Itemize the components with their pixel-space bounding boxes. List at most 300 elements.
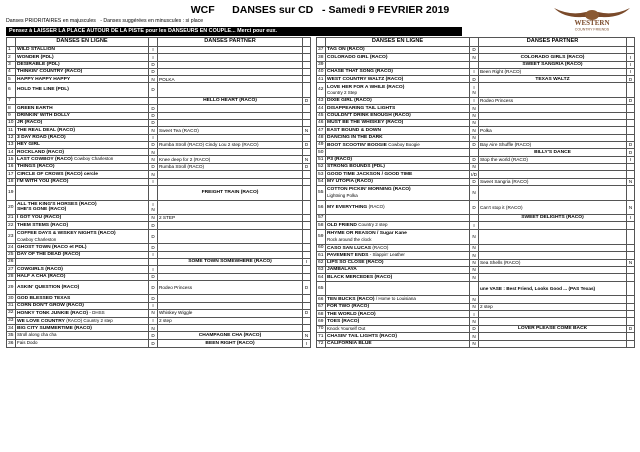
row-number: 33 (7, 317, 16, 325)
partner-level (303, 185, 311, 200)
partner-level (627, 47, 635, 54)
partner-level (627, 333, 635, 340)
table-row (317, 141, 635, 149)
partner-level: I (627, 68, 635, 75)
line-dance-title: DAY OF THE DEAD (RACO) (17, 251, 81, 257)
line-level (149, 215, 158, 222)
partner-level (303, 119, 311, 126)
partner-level: D (303, 141, 311, 148)
row-number: 6 (7, 83, 16, 98)
row-number: 10 (7, 119, 16, 126)
partner-dance-name (158, 273, 303, 280)
line-dance-title: ALL THE KING'S HORSES (RACO) (17, 201, 97, 207)
partner-level (627, 244, 635, 252)
table-row (317, 47, 635, 54)
line-level-value: D (151, 284, 155, 290)
line-dance-name (16, 222, 149, 229)
partner-dance-name (158, 200, 303, 215)
partner-level (303, 76, 311, 83)
line-dance-title: HEY GIRL (17, 142, 41, 148)
row-number: 24 (7, 244, 16, 251)
line-dance-name (16, 83, 149, 98)
line-level (149, 156, 158, 164)
line-dance-title: COLORADO GIRL (RACO) (327, 54, 388, 60)
line-level-value: N (472, 189, 476, 195)
line-level-value: D (472, 326, 476, 332)
line-dance-name (16, 215, 149, 222)
line-dance-title: PAVEMENT ENDS (327, 253, 369, 259)
partner-dance-name (158, 325, 303, 332)
line-level-value: N (472, 252, 476, 258)
partner-dance-name: Rodeo Princess (479, 98, 627, 105)
table-row (7, 258, 311, 265)
partner-level (303, 302, 311, 309)
line-level (149, 200, 158, 215)
line-dance-name (326, 134, 470, 141)
table-row (7, 156, 311, 164)
line-dance-suggestion: Lightning Polka (327, 192, 358, 198)
line-level-value: D (151, 87, 155, 93)
line-dance-name (16, 47, 149, 54)
line-dance-name (16, 178, 149, 185)
row-number: 45 (317, 112, 326, 119)
col-level-header (149, 38, 158, 47)
table-row (317, 259, 635, 266)
line-dance-name (16, 98, 149, 105)
partner-dance-name: BILLY'S DANCE (479, 149, 627, 156)
row-number: 48 (317, 134, 326, 141)
row-number: 1 (7, 47, 16, 54)
partner-level: D (627, 325, 635, 333)
line-level (149, 171, 158, 178)
partner-dance-name (158, 302, 303, 309)
row-number: 54 (317, 178, 326, 185)
line-dance-title: I'M WITH YOU (RACO) (17, 178, 69, 184)
partner-level: D (627, 76, 635, 83)
line-level (149, 178, 158, 185)
partner-level: N (627, 200, 635, 215)
line-level-value: I (152, 178, 154, 184)
line-level (470, 259, 479, 266)
partner-dance-name: SOME TOWN SOMEWHERE (RACO) (158, 258, 303, 265)
line-level-value: N (472, 341, 476, 346)
table-row (7, 178, 311, 185)
line-level-value: I (473, 222, 475, 228)
line-dance-name (326, 98, 470, 105)
line-level (470, 303, 479, 310)
row-number: 56 (317, 200, 326, 215)
line-dance-name (326, 244, 470, 252)
table-row (7, 317, 311, 325)
line-dance-title: LOVE HER FOR A WHILE (RACO) (327, 84, 405, 90)
line-dance-name (16, 340, 149, 348)
line-dance-name (326, 222, 470, 230)
line-level (149, 273, 158, 280)
line-level (149, 222, 158, 229)
table-row (7, 119, 311, 126)
line-level (149, 244, 158, 251)
partner-dance-name (479, 274, 627, 281)
line-level-value: D (151, 120, 155, 126)
row-number: 38 (317, 54, 326, 61)
line-dance-name (326, 340, 470, 347)
row-number: 4 (7, 68, 16, 75)
partner-level (303, 134, 311, 141)
line-dance-name (326, 112, 470, 119)
line-level-value: N (472, 164, 476, 170)
table-row (317, 185, 635, 200)
partner-level (627, 134, 635, 141)
row-number: 37 (317, 47, 326, 54)
line-dance-title: GHOST TOWN (RACO et PDL) (17, 244, 87, 250)
line-level (149, 309, 158, 317)
line-dance-suggestion: (RACO) (368, 204, 385, 210)
partner-dance-name (479, 252, 627, 260)
partner-level: N (303, 127, 311, 134)
partner-dance-name: Rodeo Princess (158, 280, 303, 295)
row-number: 53 (317, 171, 326, 178)
partner-level: D (303, 309, 311, 317)
table-row (317, 303, 635, 310)
partner-dance-name: 2 step (158, 317, 303, 325)
line-dance-name (16, 317, 149, 325)
line-level (470, 281, 479, 296)
row-number: 39 (317, 61, 326, 68)
partner-dance-name: POLKA (158, 76, 303, 83)
partner-level (303, 222, 311, 229)
line-level-value: N (151, 171, 155, 177)
table-row (317, 112, 635, 119)
title-date: - Samedi 9 FEVRIER 2019 (322, 4, 450, 16)
line-level-value: I/D (471, 171, 477, 177)
table-header-row (7, 38, 311, 47)
logo (550, 2, 634, 32)
table-row (317, 311, 635, 318)
line-level (470, 83, 479, 98)
line-level-value: N (472, 333, 476, 339)
partner-level (627, 252, 635, 260)
table-row (317, 83, 635, 98)
partner-dance-name: SWEET DELIGHTS (RACO) (479, 215, 627, 222)
line-level-value: I (473, 84, 475, 90)
line-dance-title: RHYME OR REASON / Sugar Kane (327, 231, 407, 237)
table-row (317, 119, 635, 126)
line-level (149, 295, 158, 302)
line-level (149, 302, 158, 309)
partner-dance-name (479, 244, 627, 252)
col-partner-header: DANSES PARTNER (479, 38, 627, 47)
page-title (0, 4, 640, 16)
partner-level (627, 127, 635, 134)
line-dance-title: GOOD TIME JACKSON / GOOD TIME (327, 171, 413, 177)
line-dance-name (16, 295, 149, 302)
logo-text: WESTERN (574, 19, 610, 27)
line-level (470, 156, 479, 163)
table-row (317, 244, 635, 252)
line-dance-title: CHASIN' TAIL LIGHTS (RACO) (327, 333, 397, 339)
partner-level (627, 230, 635, 245)
line-dance-suggestion: Country 2 Step (327, 90, 358, 96)
partner-dance-name (479, 296, 627, 304)
partner-dance-name (158, 222, 303, 229)
line-level-value: N (472, 304, 476, 310)
line-dance-name (16, 127, 149, 134)
line-level-value: N (472, 296, 476, 302)
table-row (7, 134, 311, 141)
line-dance-title: I GOT YOU (RACO) (17, 215, 62, 221)
line-level (470, 76, 479, 83)
line-level-value: D (151, 244, 155, 250)
line-dance-name (326, 156, 470, 163)
line-dance-name (16, 164, 149, 171)
line-level (470, 47, 479, 54)
line-level-value: D (472, 76, 476, 82)
line-level (470, 267, 479, 274)
line-level-value: N (151, 325, 155, 331)
line-dance-name (326, 200, 470, 215)
table-row (317, 61, 635, 68)
partner-dance-name (158, 244, 303, 251)
partner-level (627, 296, 635, 304)
line-level (149, 185, 158, 200)
line-dance-name (326, 259, 470, 266)
title-wcf: WCF (190, 4, 215, 16)
partner-level (303, 178, 311, 185)
line-level (149, 332, 158, 340)
line-dance-suggestion: Knock Yourself Out (327, 325, 366, 331)
line-dance-name (326, 54, 470, 61)
line-level (470, 54, 479, 61)
line-dance-title: HALF A CHA (RACO) (17, 273, 66, 279)
col-partner-header: DANSES PARTNER (158, 38, 303, 47)
line-level (470, 112, 479, 119)
line-dance-name (326, 127, 470, 134)
line-dance-title: WILD STALLION (17, 47, 55, 53)
col-plevel-header (303, 38, 311, 47)
line-dance-name (326, 296, 470, 304)
partner-level (303, 325, 311, 332)
table-row (7, 251, 311, 258)
col-plevel-header (627, 38, 635, 47)
line-level (149, 325, 158, 332)
line-dance-name (16, 156, 149, 164)
partner-dance-name (479, 112, 627, 119)
line-dance-title: CASO SAN LUCAS (327, 245, 372, 251)
row-number: 63 (317, 267, 326, 274)
table-row (7, 105, 311, 112)
line-dance-title: ASKIN' QUESTION (RACO) (17, 284, 80, 290)
partner-dance-name (158, 266, 303, 273)
line-dance-title: EAST BOUND & DOWN (327, 127, 382, 133)
line-level-value: N (151, 215, 155, 221)
row-number: 31 (7, 302, 16, 309)
line-level-value: I (152, 318, 154, 324)
line-level (470, 171, 479, 178)
partner-level: D (303, 98, 311, 105)
partner-dance-name: Rumba Stroll (RACO) Cindy Lou 2 step (RACO) (158, 141, 303, 148)
row-number: 62 (317, 259, 326, 266)
line-level-value: D (472, 157, 476, 163)
line-dance-name (326, 164, 470, 171)
line-level (149, 149, 158, 156)
col-num-header (317, 38, 326, 47)
line-level-value: I (152, 201, 154, 207)
row-number: 30 (7, 295, 16, 302)
line-level-value: N (472, 234, 476, 240)
row-number: 58 (317, 222, 326, 230)
line-dance-name (16, 251, 149, 258)
partner-dance-name: Can't stop it (RACO) (479, 200, 627, 215)
line-level-value: I (152, 47, 154, 53)
row-number: 11 (7, 127, 16, 134)
line-level (149, 119, 158, 126)
line-level (149, 54, 158, 61)
line-dance-suggestion: Cowboy Charleston (17, 236, 57, 242)
line-level (149, 258, 158, 265)
line-level-value: N (151, 156, 155, 162)
line-dance-name (326, 274, 470, 281)
partner-dance-name (158, 112, 303, 119)
line-level (149, 141, 158, 148)
line-level (470, 244, 479, 252)
table-row (317, 222, 635, 230)
line-dance-name (16, 68, 149, 75)
line-level-value: D (151, 233, 155, 239)
partner-level (627, 105, 635, 112)
line-level (470, 127, 479, 134)
line-dance-name (326, 311, 470, 318)
row-number: 71 (317, 333, 326, 340)
line-dance-title: DESIRABLE (PDL) (17, 61, 60, 67)
row-number: 55 (317, 185, 326, 200)
table-row (7, 229, 311, 244)
line-dance-name (16, 273, 149, 280)
table-row (317, 340, 635, 347)
table-row (317, 230, 635, 245)
partner-level (627, 112, 635, 119)
partner-dance-name (479, 311, 627, 318)
line-dance-name (16, 332, 149, 340)
line-dance-title: BLACK MERCEDES (RACO) (327, 274, 393, 280)
table-row (7, 244, 311, 251)
line-level-value: I (152, 303, 154, 309)
partner-dance-name (158, 47, 303, 54)
partner-dance-name (479, 83, 627, 98)
line-dance-title: STRONG BOUNDS (PDL) (327, 164, 385, 170)
line-level-value-2: N (151, 207, 155, 213)
line-dance-title: P3 (RACO) (327, 157, 352, 163)
partner-level (303, 61, 311, 68)
partner-level (303, 83, 311, 98)
partner-dance-name: Sea Shells (RACO) (479, 259, 627, 266)
table-row (317, 54, 635, 61)
line-level (149, 251, 158, 258)
line-dance-name (326, 267, 470, 274)
partner-dance-name: COLORADO GIRLS (RACO) (479, 54, 627, 61)
line-dance-suggestion: (RACO) (372, 244, 389, 250)
line-dance-suggestion: Stroll along cha cha (17, 332, 57, 338)
line-dance-name (326, 141, 470, 149)
row-number: 47 (317, 127, 326, 134)
table-row (317, 149, 635, 156)
line-level (470, 200, 479, 215)
table-row (7, 98, 311, 105)
line-dance-name (16, 119, 149, 126)
table-row (7, 112, 311, 119)
table-row (7, 171, 311, 178)
line-dance-title: DISAPPEARING TAIL LIGHTS (327, 105, 396, 111)
partner-dance-name (158, 295, 303, 302)
row-number: 34 (7, 325, 16, 332)
line-dance-name (16, 325, 149, 332)
partner-dance-name (158, 83, 303, 98)
line-level (470, 98, 479, 105)
line-level (149, 164, 158, 171)
line-level-value: D (472, 47, 476, 53)
line-level (149, 98, 158, 105)
line-level (149, 317, 158, 325)
line-level-value: N (472, 245, 476, 251)
line-level-value: I (152, 251, 154, 257)
table-row (7, 185, 311, 200)
line-level-value: D (472, 178, 476, 184)
line-dance-title: HOLD THE LINE (PDL) (17, 87, 69, 93)
partner-level (627, 340, 635, 347)
partner-dance-name (479, 267, 627, 274)
line-level (470, 105, 479, 112)
line-level (149, 76, 158, 83)
table-row (7, 280, 311, 295)
line-level (149, 61, 158, 68)
line-dance-name (326, 83, 470, 98)
partner-dance-name (479, 134, 627, 141)
line-dance-name (16, 309, 149, 317)
line-level (470, 61, 479, 68)
line-level (470, 149, 479, 156)
line-dance-name (16, 171, 149, 178)
line-level-value-2: N (472, 90, 476, 96)
line-dance-suggestion: Country 2 step (358, 222, 388, 228)
row-number: 52 (317, 164, 326, 171)
line-level-value: N (472, 134, 476, 140)
line-dance-name (16, 61, 149, 68)
line-dance-name (326, 215, 470, 222)
row-number: 2 (7, 54, 16, 61)
partner-level: N (627, 178, 635, 185)
partner-dance-name: SWEET SANGRIA (RACO) (479, 61, 627, 68)
line-level-value: N (472, 113, 476, 119)
partner-dance-name (158, 149, 303, 156)
line-dance-suggestion: / Home to Louisiana (375, 296, 416, 302)
partner-dance-name (158, 171, 303, 178)
line-level-value: N (472, 274, 476, 280)
partner-dance-name: Knee deep for 2 (RACO) (158, 156, 303, 164)
line-dance-name (326, 61, 470, 68)
line-level-value: I (473, 69, 475, 75)
row-number: 59 (317, 230, 326, 245)
partner-dance-name: HELLO HEART (RACO) (158, 98, 303, 105)
table-row (7, 215, 311, 222)
partner-dance-name: Stop the world (RACO) (479, 156, 627, 163)
row-number: 12 (7, 134, 16, 141)
line-level (470, 68, 479, 75)
line-dance-title: FOR TWO (RACO) (327, 304, 370, 310)
line-level-value: I (473, 98, 475, 104)
row-number: 19 (7, 185, 16, 200)
line-dance-name (16, 54, 149, 61)
line-dance-title: THINGS (RACO) (17, 164, 55, 170)
table-row (7, 76, 311, 83)
